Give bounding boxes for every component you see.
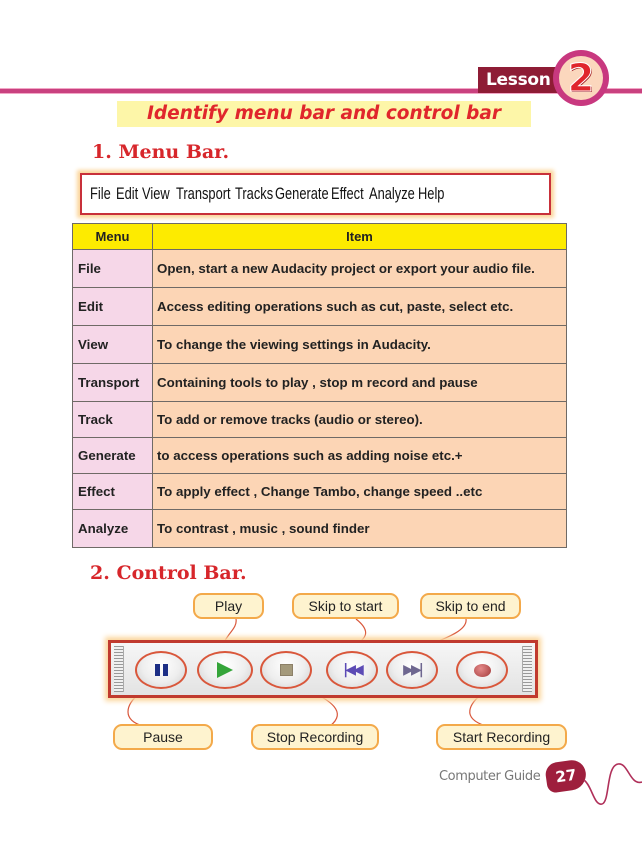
item-cell: Access editing operations such as cut, paste, select etc. [153,288,567,326]
mouse-cord-decoration [580,756,642,816]
callout-play: Play [193,593,264,619]
lesson-label: Lesson [478,67,560,93]
lesson-number-badge [553,50,609,106]
page-number: 27 [544,758,588,793]
table-row [73,438,567,474]
item-cell: Open, start a new Audacity project or export your audio file. [153,250,567,288]
callout-skip-to-end: Skip to end [420,593,521,619]
control-bar-illustration [108,640,538,698]
item-cell: to access operations such as adding noise etc.+ [153,438,567,474]
table-row [73,510,567,548]
callout-start-recording: Start Recording [436,724,567,750]
menubar-item-tracks: Tracks [235,184,274,203]
item-cell: To contrast , music , sound finder [153,510,567,548]
table-row [73,326,567,364]
menubar-item-analyze: Analyze [369,184,415,203]
menu-cell: View [73,326,153,364]
skip-to-start-icon: |◀◀ [343,662,361,678]
item-cell: To add or remove tracks (audio or stereo). [153,402,567,438]
record-button[interactable] [456,651,508,689]
menu-table [72,223,567,548]
pause-icon [155,664,168,676]
callout-pause: Pause [113,724,213,750]
table-row [73,402,567,438]
menu-cell: File [73,250,153,288]
menubar-item-effect: Effect [331,184,364,203]
menu-cell: Edit [73,288,153,326]
menu-cell: Transport [73,364,153,402]
table-row [73,250,567,288]
column-header-item: Item [153,224,567,250]
play-button[interactable] [197,651,253,689]
callout-stop-recording: Stop Recording [251,724,379,750]
menu-cell: Analyze [73,510,153,548]
menubar-item-generate: Generate [275,184,329,203]
stop-icon [280,664,293,676]
menubar-item-transport: Transport [176,184,231,203]
menubar-item-help: Help [418,184,445,203]
table-row [73,474,567,510]
table-row [73,288,567,326]
menu-cell: Generate [73,438,153,474]
skip-to-end-button[interactable] [386,651,438,689]
menu-bar-illustration [80,173,551,215]
record-icon [474,664,491,677]
item-cell: To apply effect , Change Tambo, change speed ..etc [153,474,567,510]
skip-to-start-button[interactable] [326,651,378,689]
item-cell: Containing tools to play , stop m record and pause [153,364,567,402]
menubar-item-view: View [142,184,170,203]
menu-cell: Track [73,402,153,438]
column-header-menu: Menu [73,224,153,250]
table-header-row [73,224,567,250]
section-heading-menu-bar: 1. Menu Bar. [92,141,230,163]
lesson-number: 2 [559,56,603,100]
table-row [73,364,567,402]
item-cell: To change the viewing settings in Audacity. [153,326,567,364]
grip-handle-left [114,646,124,692]
skip-to-end-icon: ▶▶| [403,662,421,678]
section-heading-control-bar: 2. Control Bar. [90,562,247,584]
stop-button[interactable] [260,651,312,689]
book-title: Computer Guide [439,769,541,784]
callout-skip-to-start: Skip to start [292,593,399,619]
grip-handle-right [522,646,532,692]
page-title: Identify menu bar and control bar [117,101,531,127]
pause-button[interactable] [135,651,187,689]
play-icon [217,662,233,678]
menubar-item-file: File [90,184,111,203]
menubar-item-edit: Edit [116,184,139,203]
menu-cell: Effect [73,474,153,510]
